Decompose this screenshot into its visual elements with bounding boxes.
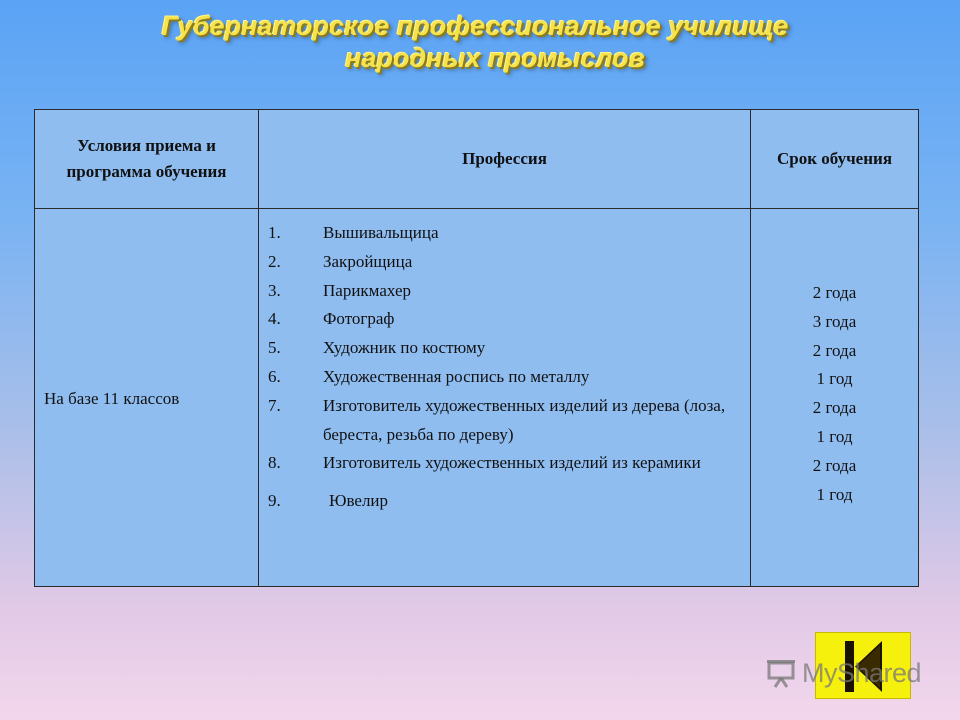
duration-value: 2 года [812, 340, 857, 360]
item-number: 5. [268, 338, 281, 358]
item-number: 4. [268, 309, 281, 329]
item-number: 3. [268, 280, 281, 300]
professions-list [268, 219, 744, 516]
item-number: 7. [268, 395, 281, 415]
duration-value: 2 года [812, 455, 857, 475]
item-number: 6. [268, 366, 281, 386]
watermark [766, 656, 921, 690]
table-header-row [35, 110, 919, 209]
item-name: Вышивальщица [323, 223, 439, 242]
item-name: Изготовитель художественных изделий из керамики [323, 453, 701, 473]
header-profession: Профессия [259, 110, 751, 209]
list-item [268, 449, 744, 478]
duration-value: 1 год [816, 426, 853, 446]
watermark-text: MyShared [802, 657, 922, 688]
list-item [268, 305, 744, 334]
item-name: Парикмахер [323, 280, 411, 300]
item-name: Художественная роспись по металлу [323, 366, 590, 386]
list-item [268, 487, 744, 516]
item-name: Изготовитель художественных изделий из дерева (лоза, береста, резьба по дереву) [323, 395, 726, 444]
header-duration: Срок обучения [751, 110, 919, 209]
duration-value: 2 года [812, 283, 857, 302]
item-name: Фотограф [323, 309, 395, 329]
title-line-2: народных промыслов [345, 43, 645, 73]
item-name: Художник по костюму [323, 338, 486, 358]
list-item [268, 392, 744, 450]
header-conditions: Условия приема и программа обучения [35, 110, 259, 209]
duration-value: 3 года [812, 311, 857, 331]
presentation-icon [766, 658, 798, 688]
slide-title [0, 10, 960, 74]
table-row [35, 209, 919, 587]
list-item [268, 363, 744, 392]
item-name: Ювелир [329, 491, 389, 511]
list-item [268, 219, 744, 248]
item-number: 2. [268, 251, 281, 271]
title-line-1: Губернаторское профессиональное училище [161, 11, 789, 41]
list-item [268, 248, 744, 277]
conditions-cell: На базе 11 классов [35, 209, 259, 587]
list-item [268, 277, 744, 306]
item-name: Закройщица [323, 251, 413, 271]
item-number: 8. [268, 453, 281, 473]
programs-table [34, 109, 919, 587]
item-number: 1. [268, 223, 281, 242]
list-item [268, 334, 744, 363]
duration-value: 1 год [816, 484, 853, 504]
duration-value: 2 года [812, 398, 857, 418]
item-number: 9. [268, 491, 281, 511]
professions-cell [259, 209, 751, 587]
durations-cell [751, 209, 919, 587]
duration-value: 1 год [816, 369, 853, 389]
